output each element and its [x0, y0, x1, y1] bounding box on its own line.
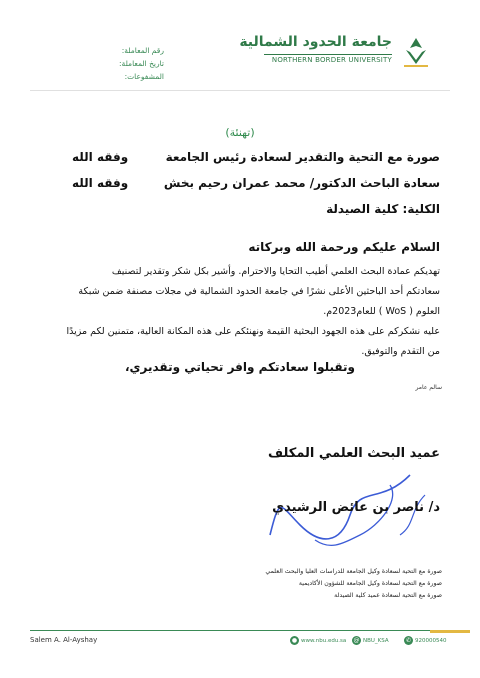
footer-contacts	[290, 636, 470, 650]
paragraph-1-line-3: العلوم ( WoS ) للعام2023م.	[323, 306, 440, 317]
closing-line: وتقبلوا سعادتكم وافر تحياتي وتقديري،	[124, 360, 356, 374]
footer-phone[interactable]	[404, 636, 447, 645]
ref-number-label: رقم المعاملة:	[121, 46, 164, 55]
paragraph-2-line-2: من التقدم والتوفيق.	[361, 346, 440, 357]
website-text: www.nbu.edu.sa	[301, 637, 347, 644]
header-divider	[30, 90, 450, 91]
footer-divider	[30, 630, 450, 631]
social-icon: @	[353, 637, 360, 644]
footer-website[interactable]	[290, 636, 346, 645]
copy-item: صورة مع التحية لسعادة وكيل الجامعة للشؤون الأكاديمية	[298, 580, 442, 587]
university-name-ar: جامعة الحدود الشمالية	[239, 34, 392, 50]
copy-item: صورة مع التحية لسعادة عميد كلية الصيدلة	[334, 592, 442, 599]
addressee-line-1: صورة مع التحية والتقدير لسعادة رئيس الجامعة	[165, 150, 440, 164]
transaction-meta	[44, 44, 164, 83]
university-name-en: NORTHERN BORDER UNIVERSITY	[271, 56, 392, 64]
letter-subject: (تهنئة)	[225, 126, 255, 139]
globe-icon: ●	[291, 637, 298, 644]
attachments-label: المشفوعات:	[124, 72, 164, 81]
footer-accent-bar	[430, 630, 470, 633]
copy-item: صورة مع التحية لسعادة وكيل الجامعة للدراسات العليا والبحث العلمي	[265, 568, 442, 575]
university-logo	[239, 34, 436, 74]
university-emblem-icon	[396, 34, 436, 70]
paragraph-1	[40, 262, 440, 322]
signatory-title: عميد البحث العلمي المكلف	[267, 446, 440, 461]
footer-name: Salem A. Al-Ayshay	[30, 636, 98, 644]
copies-list	[265, 566, 442, 602]
writer-initials: سالم عامر	[415, 384, 442, 391]
addressee-wish-1: وفقه الله	[72, 150, 129, 164]
ref-date-label: تاريخ المعاملة:	[119, 59, 164, 68]
phone-text: 920000540	[415, 637, 447, 644]
addressee-wish-2: وفقه الله	[72, 176, 129, 190]
paragraph-1-line-2: سعادتكم أحد الباحثين الأعلى نشرًا في جامعة الحدود الشمالية في مجلات مصنفة ضمن شبكة	[78, 286, 440, 297]
addressee-line-3: الكلية: كلية الصيدلة	[326, 202, 440, 216]
greeting: السلام عليكم ورحمة الله وبركاته	[248, 240, 440, 254]
logo-divider	[264, 54, 392, 55]
addressee-line-2: سعادة الباحث الدكتور/ محمد عمران رحيم بخش	[163, 176, 440, 190]
footer-social[interactable]	[352, 636, 389, 645]
signatory-name: د/ ناصر بن عائض الرشيدي	[272, 500, 440, 515]
social-text: NBU_KSA	[363, 637, 389, 644]
paragraph-2-line-1: عليه نشكركم على هذه الجهود البحثية القيمة ونهنئكم على هذه المكانة العالية، متمنين لكم مزيدًا	[66, 326, 440, 337]
paragraph-2	[40, 322, 440, 362]
paragraph-1-line-1: تهديكم عمادة البحث العلمي أطيب التحايا والاحترام. وأشير بكل شكر وتقدير لتصنيف	[111, 266, 440, 277]
phone-icon: ✆	[405, 637, 412, 644]
